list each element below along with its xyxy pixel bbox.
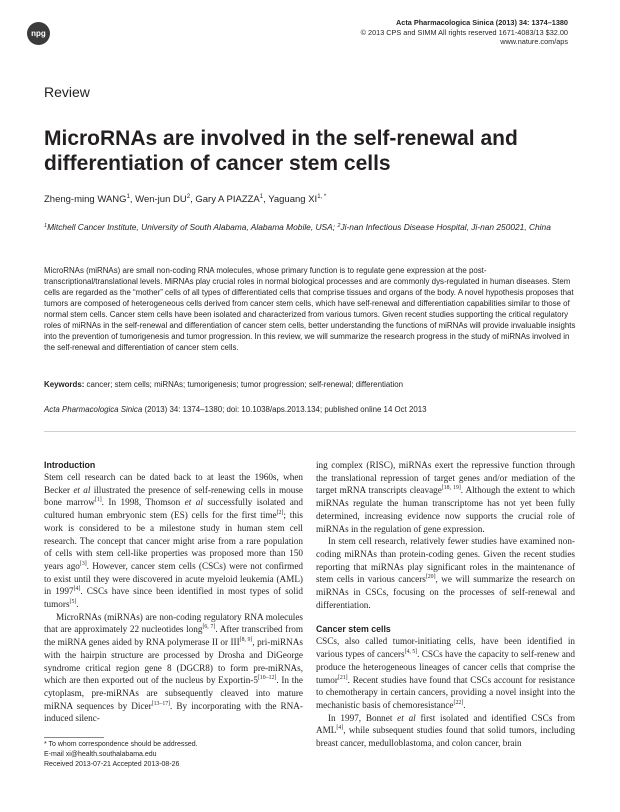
paragraph — [316, 635, 575, 711]
article-title: MicroRNAs are involved in the self-renewal and differentiation of cancer stem cells — [44, 127, 518, 175]
npg-logo: npg — [27, 22, 50, 45]
journal-header — [361, 18, 568, 47]
paragraph — [316, 712, 575, 750]
et-al: et al — [184, 497, 203, 508]
reference-link[interactable]: [4] — [73, 586, 81, 593]
journal-citation-line: Acta Pharmacologica Sinica (2013) 34: 1374–1380 — [396, 18, 568, 27]
text-run: . In the cytoplasm, pre-miRNAs are subsequently cleaved into mature miRNA sequences by Dicer — [44, 675, 303, 711]
text-run: ; this work is considered to be a milestone study in human stem cell research. The concept that cancer might arise from a rare population of cells with stem cell-like properties was proposed more than 150 years ago — [44, 510, 303, 571]
text-run: illustrated the presence of self-renewing cells in mouse bone marrow — [44, 484, 303, 508]
keywords-text: cancer; stem cells; miRNAs; tumorigenesis; tumor progression; self-renewal; differentiation — [84, 380, 404, 389]
text-run: . In 1998, Thomson — [101, 497, 185, 508]
journal-url[interactable]: www.nature.com/aps — [500, 37, 568, 47]
reference-link[interactable]: [4, 5] — [404, 649, 418, 656]
reference-link[interactable]: [2] — [276, 510, 284, 517]
et-al: et al — [397, 712, 416, 723]
keywords-label: Keywords: — [44, 380, 85, 389]
correspondence-footnote — [44, 740, 198, 770]
right-column — [316, 459, 575, 750]
author-affil-sup: 1, * — [317, 194, 327, 200]
text-run: , we will summarize the research on miRNAs in CSCs, focusing on the processes of self-renewal and differentiation. — [316, 574, 576, 610]
reference-link[interactable]: [1] — [94, 497, 102, 504]
affiliation-2: Ji-nan Infectious Disease Hospital, Ji-nan 250021, China — [340, 222, 551, 232]
affil-sup: 1 — [44, 223, 48, 229]
citation-journal: Acta Pharmacologica Sinica — [44, 405, 143, 414]
author-list: Zheng-ming WANG$^1$, Wen-jun $DU^2$, Gary A PIAZZA$^1$, Yaguang $XI^{1, *}$ — [44, 194, 327, 205]
text-run: . By incorporating with the RNA-induced silenc- — [44, 700, 303, 724]
affiliations — [44, 221, 574, 234]
text-run: , while subsequent studies found that solid tumors, including breast cancer, medulloblastoma, and colon cancer, brain — [316, 725, 575, 749]
text-run: , pri-miRNAs with the hairpin structure are processed by Drosha and DiGeorge syndrome critical region gene 8 (DGCR8) to form pre-miRNAs, which are then exported out of the nucleus by Exportin-5 — [44, 637, 304, 686]
text-run: . Recent studies have found that CSCs account for resistance to chemotherapy in certain cancers, providing a novel insight into the mechanistic basis of chemoresistance — [316, 674, 575, 710]
reference-link[interactable]: [18, 19] — [441, 485, 461, 492]
et-al: et al — [73, 484, 91, 495]
reference-link[interactable]: [10–12] — [257, 675, 277, 682]
text-run: . After transcribed from the miRNA genes aided by RNA polymerase II or III — [44, 624, 303, 648]
keywords — [44, 380, 576, 389]
text-run: . Although the extent to which miRNAs regulate the human transcriptome has not yet been fully determined, increasing evidence now supports the crucial role of miRNAs in the regulation of gene expression. — [316, 485, 575, 534]
citation-details: (2013) 34: 1374–1380; doi: 10.1038/aps.2013.134; published online 14 Oct 2013 — [142, 405, 427, 414]
correspondence-email[interactable]: E-mail xi@health.southalabama.edu — [44, 751, 157, 758]
text-run: . — [76, 599, 79, 610]
text-run: . — [463, 699, 466, 710]
author-name: Wen-jun DU — [135, 194, 187, 205]
paragraph — [316, 535, 575, 611]
reference-link[interactable]: [21] — [337, 674, 348, 681]
reference-link[interactable]: [20] — [425, 574, 436, 581]
author-name: Yaguang XI — [268, 194, 318, 205]
reference-link[interactable]: [6, 7] — [202, 624, 216, 631]
text-run: . CSCs have since been identified in most types of solid tumors — [44, 586, 303, 610]
text-run: In 1997, Bonnet — [328, 712, 398, 723]
copyright-line: © 2013 CPS and SIMM All rights reserved 1671-4083/13 $32.00 — [360, 27, 568, 37]
text-run: . However, cancer stem cells (CSCs) were not confirmed to exist until they were discovered in acute myeloid leukemia (AML) in 1997 — [44, 560, 303, 597]
section-heading-cancer-stem-cells: Cancer stem cells — [316, 624, 391, 635]
author-name: Zheng-ming WANG — [44, 194, 127, 205]
spacer — [316, 611, 575, 623]
correspondence-note: * To whom correspondence should be addressed. — [44, 741, 198, 748]
text-run: ing complex (RISC), miRNAs exert the repressive function through the translational repression of target genes and/or mediation of the target mRNA transcripts cleavage — [316, 460, 575, 496]
author-affil-sup: 1 — [259, 194, 264, 200]
author-affil-sup: 1 — [126, 194, 130, 200]
reference-link[interactable]: [5] — [69, 599, 77, 606]
affiliation-1: Mitchell Cancer Institute, University of South Alabama, Alabama Mobile, USA; — [47, 222, 336, 232]
author-name: Gary A PIAZZA — [195, 194, 260, 205]
paragraph — [44, 471, 303, 611]
footnote-divider — [44, 737, 104, 738]
text-run: MicroRNAs (miRNAs) are non-coding regulatory RNA molecules that are approximately 22 nucleotides long — [44, 611, 303, 635]
article-type: Review — [44, 84, 90, 100]
left-column — [44, 459, 303, 725]
author-affil-sup: 2 — [186, 194, 191, 200]
received-accepted-dates: Received 2013-07-21 Accepted 2013-08-26 — [44, 761, 180, 768]
text-run: successfully isolated and cultured human embryonic stem (ES) cells for the first time — [44, 497, 303, 521]
reference-link[interactable]: [8, 9] — [239, 637, 253, 644]
article-citation — [44, 405, 576, 414]
text-run: CSCs, also called tumor-initiating cells, have been identified in various types of cancers — [316, 636, 575, 660]
reference-link[interactable]: [13–17] — [151, 700, 171, 707]
affil-sup: 2 — [337, 223, 341, 229]
paragraph — [316, 459, 575, 535]
reference-link[interactable]: [3] — [79, 560, 87, 567]
text-run: . CSCs have the capacity to self-renew and produce the heterogeneous lineages of cancer cells that comprise the tumor — [316, 649, 575, 685]
paragraph — [44, 611, 303, 725]
section-heading-introduction: Introduction — [44, 460, 96, 470]
text-run: In stem cell research, relatively fewer studies have examined non-coding miRNAs than protein-coding genes. Given the recent studies reporting that miRNAs play significant roles in the maintenance of stem cells in various cancers — [316, 536, 575, 585]
text-run: first isolated and identified CSCs from AML — [316, 712, 575, 736]
reference-link[interactable]: [22] — [453, 699, 464, 706]
reference-link[interactable]: [4] — [336, 725, 344, 732]
section-divider — [44, 431, 576, 432]
abstract: MicroRNAs (miRNAs) are small non-coding RNA molecules, whose primary function is to regulate gene expression at the post-transcriptional/translational levels. MiRNAs play crucial roles in normal biological processes and are commonly dys-regulated in human diseases. Stem cells are regarded as the “mother” cells of all types of differentiated cells that comprise tissues and organs of the body. A novel hypothesis proposes that tumors are composed of heterogeneous cells derived from cancer stem cells, which have self-renewal and differentiation capabilities similar to those of normal stem cells. Cancer stem cells have been isolated and characterized from various tumors. Given recent studies supporting the critical regulatory roles of miRNAs in the self-renewal and differentiation of cancer stem cells, better understanding the functions of miRNAs will provide invaluable insights into the prevention of tumorigenesis and tumor progression. In this review, we will summarize the research progress in the study of miRNAs involved in the self-renewal and differentiation of cancer stem cells. — [44, 266, 576, 352]
text-run: Stem cell research can be dated back to at least the 1960s, when Becker — [44, 472, 303, 495]
